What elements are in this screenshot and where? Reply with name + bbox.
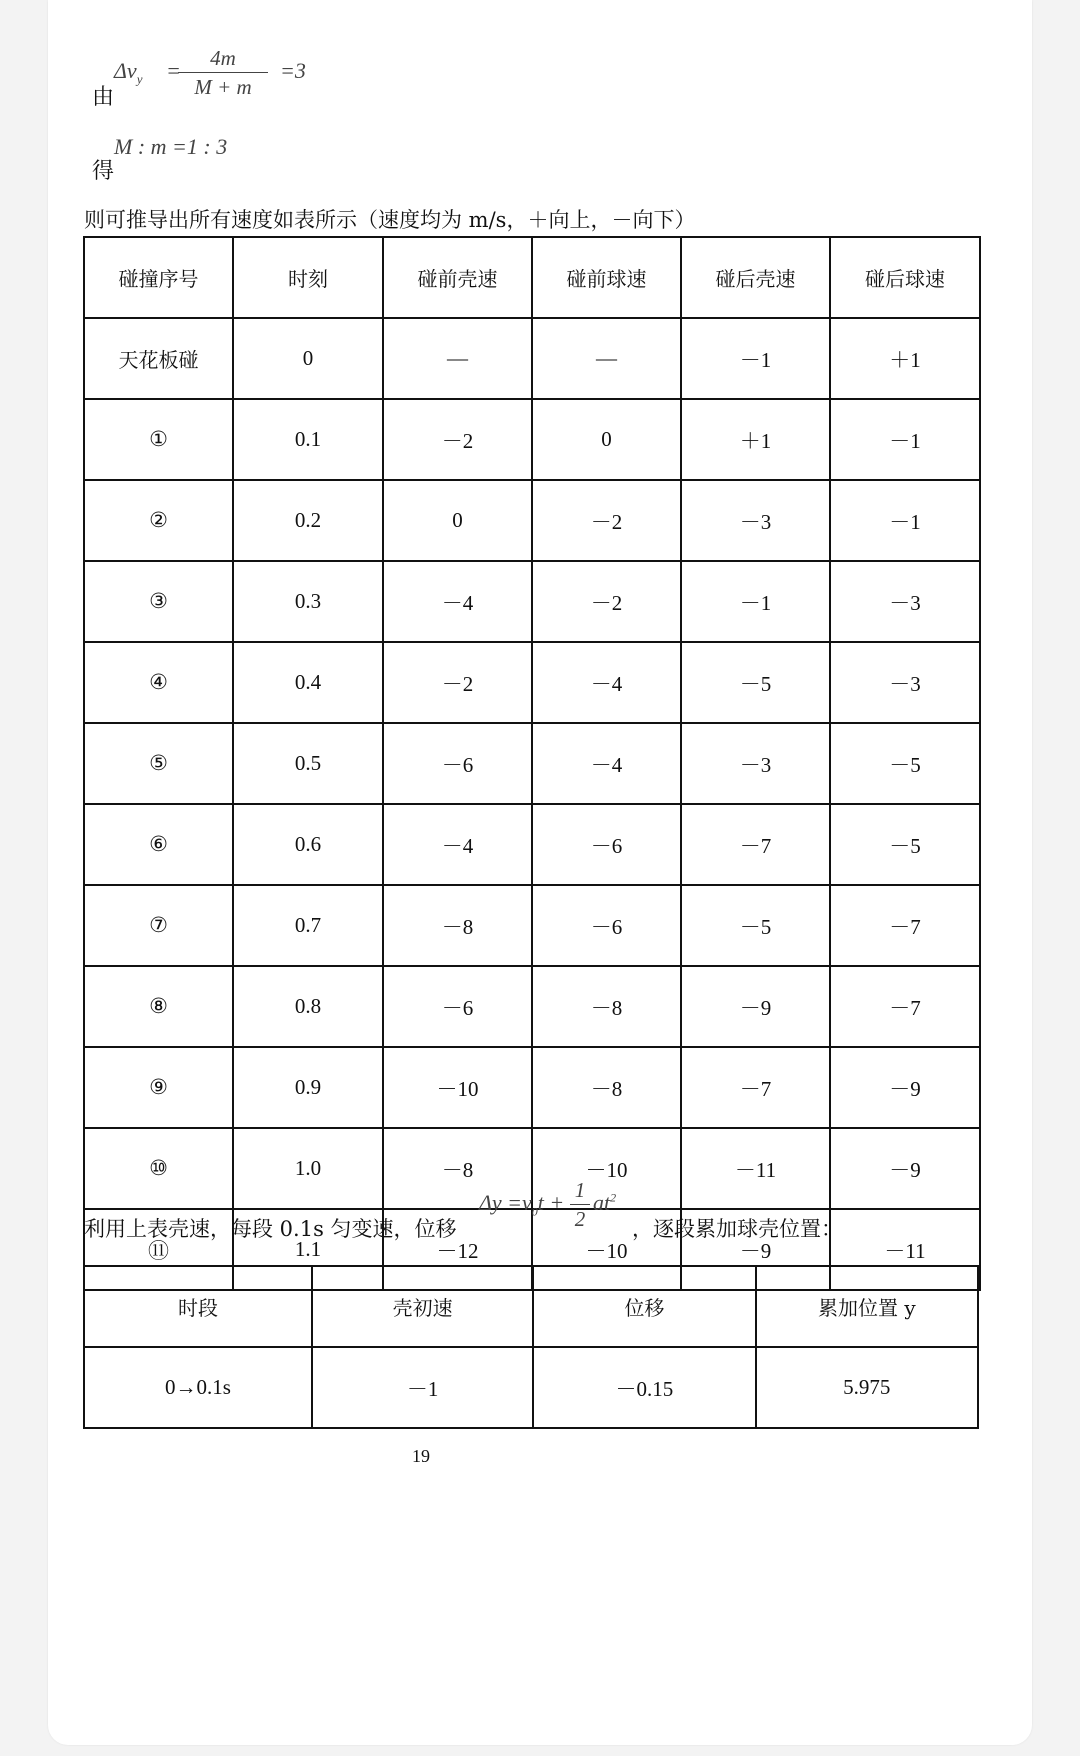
table-cell: －5	[681, 885, 830, 966]
table-row	[84, 1347, 978, 1428]
table-cell: —	[532, 318, 681, 399]
table-cell: －8	[532, 1047, 681, 1128]
eq1-numerator: 4m	[210, 46, 236, 70]
para2-after: ，逐段累加球壳位置：	[632, 1217, 842, 1241]
table-cell: ⑨	[84, 1047, 233, 1128]
table-cell: －5	[830, 804, 980, 885]
table-cell: －7	[681, 1047, 830, 1128]
table-cell: －9	[830, 1047, 980, 1128]
half-fraction: 1 2	[570, 1178, 590, 1231]
table-cell: ＋1	[681, 399, 830, 480]
header-cell: 累加位置 y	[756, 1266, 978, 1347]
table-cell: －3	[681, 480, 830, 561]
eq1-fraction	[178, 46, 268, 99]
table-cell: －12	[383, 1209, 532, 1290]
table-cell: 1.1	[233, 1209, 383, 1290]
table-row	[84, 642, 980, 723]
table-cell: ⑥	[84, 804, 233, 885]
table-cell: －7	[830, 966, 980, 1047]
table-cell: 0.2	[233, 480, 383, 561]
table-cell: －3	[830, 642, 980, 723]
table-cell: －4	[383, 804, 532, 885]
table-cell: 天花板碰	[84, 318, 233, 399]
header-cell: 位移	[533, 1266, 755, 1347]
table-cell: 0.9	[233, 1047, 383, 1128]
table-cell: ③	[84, 561, 233, 642]
table-cell: －4	[532, 723, 681, 804]
table-cell: －1	[681, 561, 830, 642]
table-cell: 0.3	[233, 561, 383, 642]
table-cell: －1	[681, 318, 830, 399]
table-cell: －1	[312, 1347, 533, 1428]
table-cell: ⑩	[84, 1128, 233, 1209]
table-cell: 5.975	[756, 1347, 978, 1428]
table-cell: －11	[681, 1128, 830, 1209]
table-cell: 0.1	[233, 399, 383, 480]
table-cell: －9	[681, 966, 830, 1047]
table-cell: －7	[830, 885, 980, 966]
intro-text: 则可推导出所有速度如表所示（速度均为 m/s，＋向上，－向下）	[84, 208, 696, 232]
table-cell: ①	[84, 399, 233, 480]
table-cell: －5	[681, 642, 830, 723]
table-row	[84, 804, 980, 885]
table-cell: －2	[383, 399, 532, 480]
table-cell: 0	[383, 480, 532, 561]
table-cell: －2	[383, 642, 532, 723]
table-row	[84, 723, 980, 804]
table-header-row	[84, 1266, 978, 1347]
table-cell: －8	[383, 885, 532, 966]
table-row	[84, 1047, 980, 1128]
table-cell: －6	[532, 885, 681, 966]
table-cell: －8	[532, 966, 681, 1047]
table-row	[84, 480, 980, 561]
header-cell: 碰撞序号	[84, 237, 233, 318]
table-cell: ⑦	[84, 885, 233, 966]
header-cell: 壳初速	[312, 1266, 533, 1347]
eq1-equals: =	[166, 58, 181, 83]
table-cell: －2	[532, 561, 681, 642]
table-row	[84, 885, 980, 966]
header-cell: 时刻	[233, 237, 383, 318]
table-row	[84, 561, 980, 642]
table-cell: －0.15	[533, 1347, 755, 1428]
formula-tail: $at^2$	[593, 1190, 617, 1215]
eq1-result: =3	[280, 58, 306, 83]
eq1-lhs: $\Delta v_y$	[114, 58, 143, 87]
document-page	[48, 0, 1032, 1745]
table-cell: －10	[532, 1128, 681, 1209]
table-cell: －6	[383, 723, 532, 804]
table-cell: 0.4	[233, 642, 383, 723]
table-cell: 0.5	[233, 723, 383, 804]
table-cell: －10	[532, 1209, 681, 1290]
eq2-text: M : m =1 : 3	[114, 134, 228, 159]
table-cell: －11	[830, 1209, 980, 1290]
table-cell: 0.6	[233, 804, 383, 885]
table-cell: －6	[532, 804, 681, 885]
eq1-prefix: 由	[92, 85, 115, 110]
table-cell: ⑪	[84, 1209, 233, 1290]
table-cell: －1	[830, 480, 980, 561]
table-cell: －2	[532, 480, 681, 561]
table-cell: －4	[532, 642, 681, 723]
eq2-prefix: 得	[92, 159, 115, 184]
table-cell: ④	[84, 642, 233, 723]
table-cell: —	[383, 318, 532, 399]
table-cell: 1.0	[233, 1128, 383, 1209]
table-cell: －7	[681, 804, 830, 885]
page-number: 19	[412, 1446, 430, 1466]
table-cell: －10	[383, 1047, 532, 1128]
header-cell: 时段	[84, 1266, 312, 1347]
table-cell: －9	[830, 1128, 980, 1209]
table-cell: ②	[84, 480, 233, 561]
table-cell: 0.7	[233, 885, 383, 966]
table-cell: 0.8	[233, 966, 383, 1047]
header-cell: 碰前壳速	[383, 237, 532, 318]
eq1-denominator: M + m	[194, 75, 252, 99]
para2-before: 利用上表壳速，每段 0.1s 匀变速，位移	[84, 1217, 457, 1241]
table-cell: －8	[383, 1128, 532, 1209]
table-header-row	[84, 237, 980, 318]
table-cell: －5	[830, 723, 980, 804]
header-cell: 碰后球速	[830, 237, 980, 318]
table-cell: －3	[830, 561, 980, 642]
table-cell: ⑧	[84, 966, 233, 1047]
position-table	[83, 1265, 979, 1429]
table-cell: －9	[681, 1209, 830, 1290]
table-cell: －4	[383, 561, 532, 642]
table-cell: －6	[383, 966, 532, 1047]
displacement-formula: $\Delta y =v_0t$ +	[479, 1190, 565, 1219]
table-cell: －1	[830, 399, 980, 480]
table-cell: 0→0.1s	[84, 1347, 312, 1428]
header-cell: 碰后壳速	[681, 237, 830, 318]
velocity-table	[83, 236, 981, 1291]
table-cell: ＋1	[830, 318, 980, 399]
table-cell: 0	[233, 318, 383, 399]
table-cell: 0	[532, 399, 681, 480]
table-row	[84, 318, 980, 399]
table-cell: －3	[681, 723, 830, 804]
header-cell: 碰前球速	[532, 237, 681, 318]
table-cell: ⑤	[84, 723, 233, 804]
table-row	[84, 966, 980, 1047]
table-row	[84, 399, 980, 480]
